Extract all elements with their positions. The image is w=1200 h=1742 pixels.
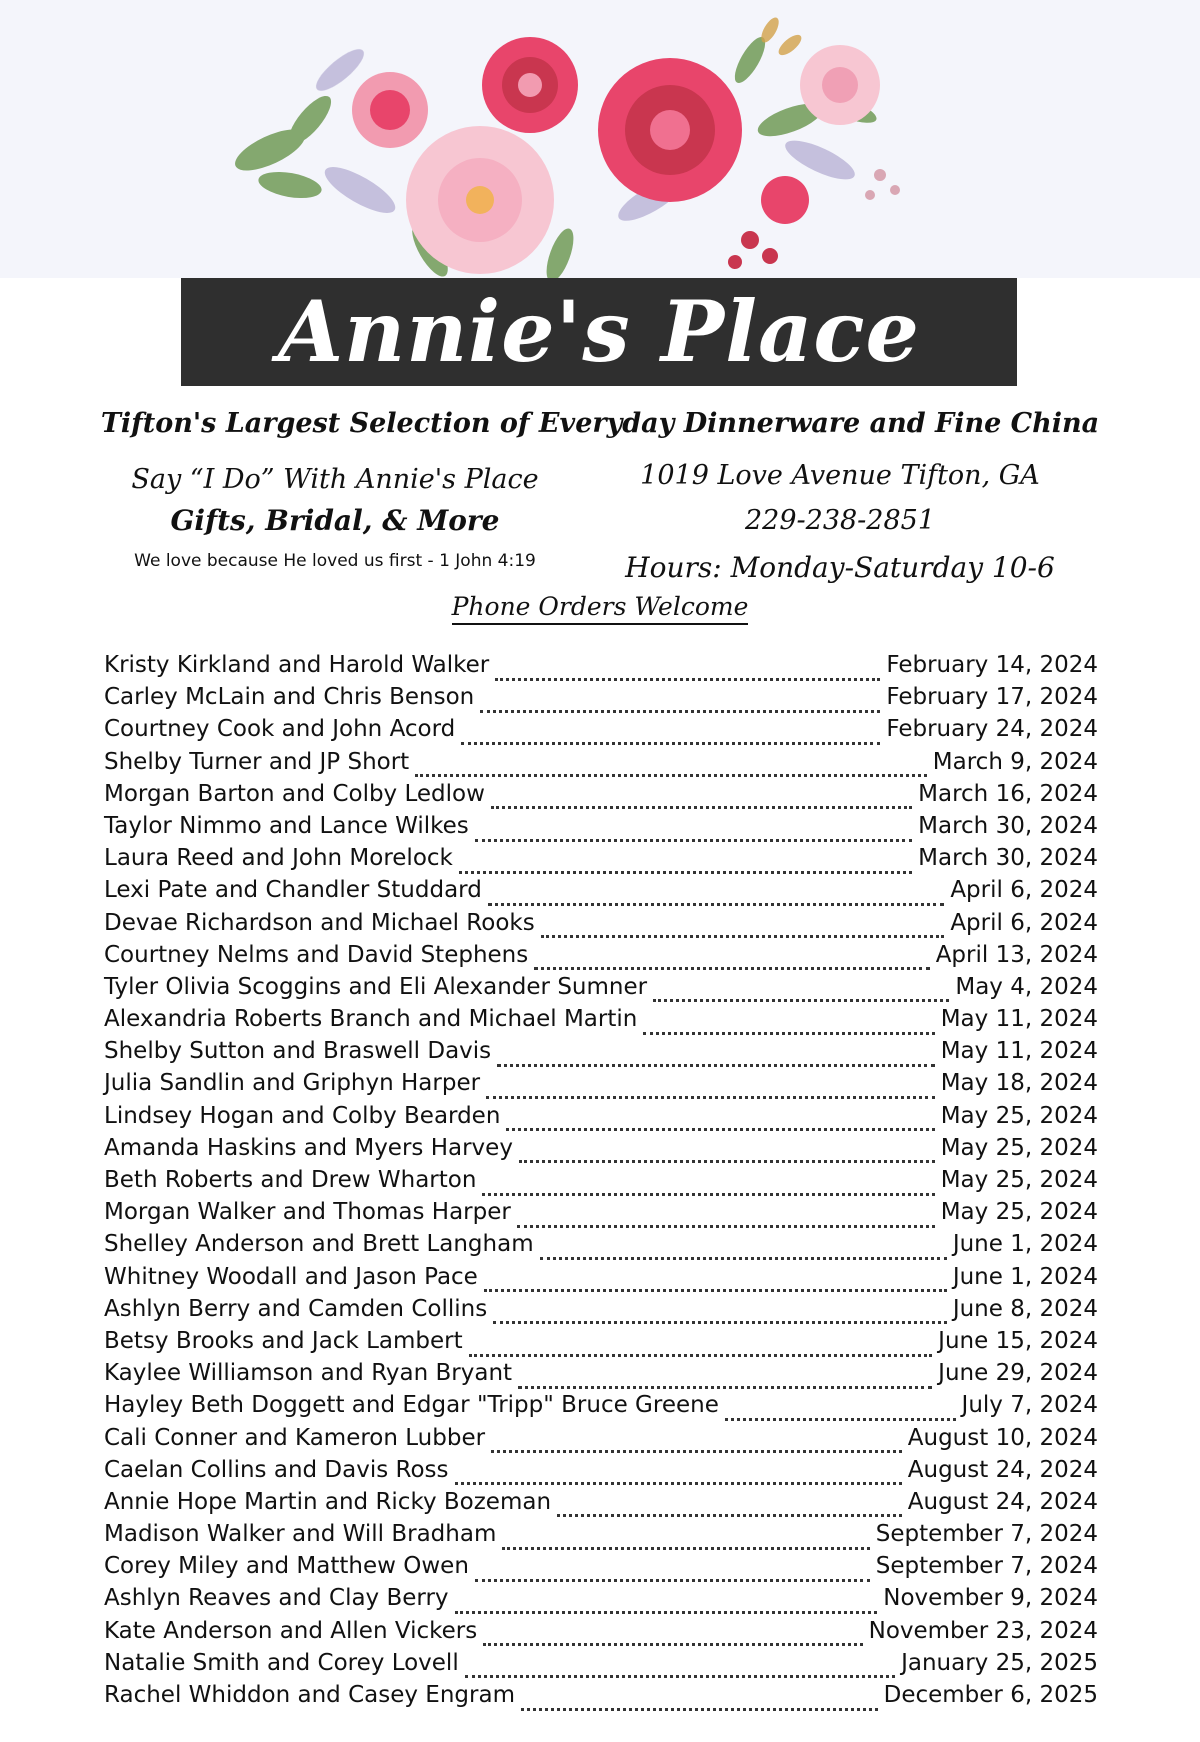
couple-names: Shelley Anderson and Brett Langham <box>104 1231 534 1258</box>
registry-row <box>104 1264 1098 1296</box>
couple-names: Alexandria Roberts Branch and Michael Martin <box>104 1006 638 1033</box>
wedding-date: September 7, 2024 <box>875 1553 1098 1580</box>
wedding-date: June 8, 2024 <box>952 1295 1098 1322</box>
registry-row <box>104 781 1098 813</box>
dot-leader <box>643 1018 934 1035</box>
couple-names: Lexi Pate and Chandler Studdard <box>104 877 482 904</box>
dot-leader <box>480 696 880 713</box>
wedding-date: November 23, 2024 <box>868 1617 1098 1644</box>
registry-row <box>104 716 1098 748</box>
registry-row <box>104 1553 1098 1585</box>
dot-leader <box>491 792 912 809</box>
couple-names: Annie Hope Martin and Ricky Bozeman <box>104 1488 552 1515</box>
wedding-date: April 6, 2024 <box>950 877 1098 904</box>
store-name-banner <box>181 278 1017 386</box>
couple-names: Corey Miley and Matthew Owen <box>104 1553 469 1580</box>
wedding-date: March 9, 2024 <box>932 748 1098 775</box>
couple-names: Beth Roberts and Drew Wharton <box>104 1167 477 1193</box>
wedding-date: December 6, 2025 <box>883 1682 1098 1708</box>
couple-names: Laura Reed and John Morelock <box>104 845 453 872</box>
couple-names: Ashlyn Reaves and Clay Berry <box>104 1585 449 1612</box>
couple-names: Taylor Nimmo and Lance Wilkes <box>104 812 469 839</box>
wedding-date: May 11, 2024 <box>940 1038 1098 1065</box>
registry-row <box>104 1070 1098 1102</box>
wedding-date: May 25, 2024 <box>940 1167 1098 1193</box>
wedding-date: September 7, 2024 <box>875 1521 1098 1548</box>
dot-leader <box>497 1050 935 1067</box>
wedding-date: March 30, 2024 <box>918 812 1098 839</box>
couple-names: Kristy Kirkland and Harold Walker <box>104 652 490 678</box>
couple-names: Carley McLain and Chris Benson <box>104 684 475 711</box>
dot-leader <box>521 1694 878 1711</box>
dot-leader <box>461 728 880 745</box>
wedding-date: June 29, 2024 <box>938 1360 1098 1387</box>
registry-row <box>104 1199 1098 1231</box>
wedding-date: May 18, 2024 <box>940 1070 1098 1097</box>
wedding-date: June 15, 2024 <box>938 1327 1098 1354</box>
registry-row <box>104 1167 1098 1199</box>
floral-arrangement-icon <box>230 0 990 290</box>
dot-leader <box>519 1146 935 1163</box>
registry-row <box>104 1103 1098 1135</box>
dot-leader <box>459 857 912 874</box>
registry-row <box>104 1135 1098 1167</box>
registry-row <box>104 1489 1098 1521</box>
couple-names: Shelby Turner and JP Short <box>104 748 410 775</box>
wedding-date: May 25, 2024 <box>940 1134 1098 1161</box>
dot-leader <box>491 1436 902 1453</box>
couple-names: Tyler Olivia Scoggins and Eli Alexander Sumner <box>104 973 648 1000</box>
dot-leader <box>493 1307 947 1324</box>
registry-row <box>104 845 1098 877</box>
dot-leader <box>482 1179 934 1196</box>
registry-row <box>104 1328 1098 1360</box>
registry-row <box>104 1231 1098 1263</box>
services-line: Gifts, Bridal, & More <box>170 504 500 537</box>
dot-leader <box>465 1661 895 1678</box>
registry-row <box>104 910 1098 942</box>
registry-row <box>104 1682 1098 1714</box>
store-name: Annie's Place <box>277 282 920 381</box>
dot-leader <box>517 1211 935 1228</box>
couple-names: Natalie Smith and Corey Lovell <box>104 1649 459 1676</box>
registry-row <box>104 1650 1098 1682</box>
wedding-date: January 25, 2025 <box>901 1649 1098 1676</box>
dot-leader <box>541 921 945 938</box>
couple-names: Madison Walker and Will Bradham <box>104 1521 497 1548</box>
wedding-date: March 16, 2024 <box>918 780 1098 807</box>
dot-leader <box>415 760 927 777</box>
wedding-date: November 9, 2024 <box>883 1585 1098 1612</box>
dot-leader <box>475 1565 870 1582</box>
dot-leader <box>484 1275 947 1292</box>
registry-row <box>104 813 1098 845</box>
couple-names: Lindsey Hogan and Colby Bearden <box>104 1102 501 1129</box>
dot-leader <box>475 825 912 842</box>
dot-leader <box>534 953 929 970</box>
registry-row <box>104 1392 1098 1424</box>
couple-names: Shelby Sutton and Braswell Davis <box>104 1038 492 1065</box>
wedding-date: May 25, 2024 <box>940 1199 1098 1226</box>
store-address: 1019 Love Avenue Tifton, GA <box>640 460 1040 491</box>
couple-names: Caelan Collins and Davis Ross <box>104 1456 449 1483</box>
couple-names: Kaylee Williamson and Ryan Bryant <box>104 1360 513 1387</box>
dot-leader <box>557 1500 902 1517</box>
dot-leader <box>506 1114 934 1131</box>
registry-row <box>104 1006 1098 1038</box>
wedding-date: August 10, 2024 <box>907 1424 1098 1451</box>
store-hours: Hours: Monday-Saturday 10-6 <box>625 551 1055 584</box>
dot-leader <box>455 1597 878 1614</box>
couple-names: Rachel Whiddon and Casey Engram <box>104 1682 515 1708</box>
dot-leader <box>486 1082 935 1099</box>
wedding-date: May 4, 2024 <box>955 973 1098 1000</box>
slogan: Say “I Do” With Annie's Place <box>131 464 539 495</box>
registry-row <box>104 1425 1098 1457</box>
dot-leader <box>502 1533 869 1550</box>
couple-names: Morgan Barton and Colby Ledlow <box>104 780 485 807</box>
dot-leader <box>540 1243 947 1260</box>
registry-row <box>104 942 1098 974</box>
registry-list <box>104 652 1098 1714</box>
wedding-date: August 24, 2024 <box>907 1488 1098 1515</box>
registry-row <box>104 652 1098 684</box>
contact-block <box>610 462 1070 582</box>
registry-row <box>104 1360 1098 1392</box>
dot-leader <box>455 1468 902 1485</box>
phone-orders-label: Phone Orders Welcome <box>452 592 749 625</box>
couple-names: Whitney Woodall and Jason Pace <box>104 1263 478 1290</box>
registry-row <box>104 1618 1098 1650</box>
dot-leader <box>495 664 880 681</box>
registry-row <box>104 1296 1098 1328</box>
dot-leader <box>725 1404 956 1421</box>
wedding-date: June 1, 2024 <box>952 1231 1098 1258</box>
couple-names: Cali Conner and Kameron Lubber <box>104 1424 486 1451</box>
wedding-date: August 24, 2024 <box>907 1456 1098 1483</box>
couple-names: Courtney Cook and John Acord <box>104 716 456 743</box>
wedding-date: July 7, 2024 <box>961 1392 1098 1419</box>
couple-names: Hayley Beth Doggett and Edgar "Tripp" Bruce Greene <box>104 1392 719 1419</box>
couple-names: Courtney Nelms and David Stephens <box>104 941 529 968</box>
wedding-date: April 13, 2024 <box>935 941 1098 968</box>
dot-leader <box>653 985 949 1002</box>
registry-row <box>104 1521 1098 1553</box>
couple-names: Devae Richardson and Michael Rooks <box>104 909 535 936</box>
store-phone: 229-238-2851 <box>744 505 936 536</box>
registry-row <box>104 877 1098 909</box>
dot-leader <box>469 1340 933 1357</box>
wedding-date: February 24, 2024 <box>886 716 1098 743</box>
wedding-date: May 11, 2024 <box>940 1006 1098 1033</box>
dot-leader <box>483 1629 862 1646</box>
dot-leader <box>488 889 945 906</box>
registry-row <box>104 684 1098 716</box>
registry-row <box>104 974 1098 1006</box>
bible-verse: We love because He loved us first - 1 John 4:19 <box>134 551 536 571</box>
registry-row <box>104 749 1098 781</box>
registry-row <box>104 1585 1098 1617</box>
couple-names: Julia Sandlin and Griphyn Harper <box>104 1070 481 1097</box>
couple-names: Morgan Walker and Thomas Harper <box>104 1199 511 1226</box>
wedding-date: April 6, 2024 <box>950 909 1098 936</box>
phone-orders-heading <box>0 592 1200 621</box>
couple-names: Kate Anderson and Allen Vickers <box>104 1617 478 1644</box>
wedding-date: June 1, 2024 <box>952 1263 1098 1290</box>
wedding-date: May 25, 2024 <box>940 1102 1098 1129</box>
couple-names: Ashlyn Berry and Camden Collins <box>104 1295 488 1322</box>
couple-names: Amanda Haskins and Myers Harvey <box>104 1134 513 1161</box>
couple-names: Betsy Brooks and Jack Lambert <box>104 1327 463 1354</box>
registry-row <box>104 1038 1098 1070</box>
store-tagline: Tifton's Largest Selection of Everyday Dinnerware and Fine China <box>100 408 1100 439</box>
wedding-date: February 17, 2024 <box>886 684 1098 711</box>
slogan-block <box>100 466 570 571</box>
wedding-date: February 14, 2024 <box>886 652 1098 678</box>
registry-row <box>104 1457 1098 1489</box>
dot-leader <box>518 1372 932 1389</box>
wedding-date: March 30, 2024 <box>918 845 1098 872</box>
